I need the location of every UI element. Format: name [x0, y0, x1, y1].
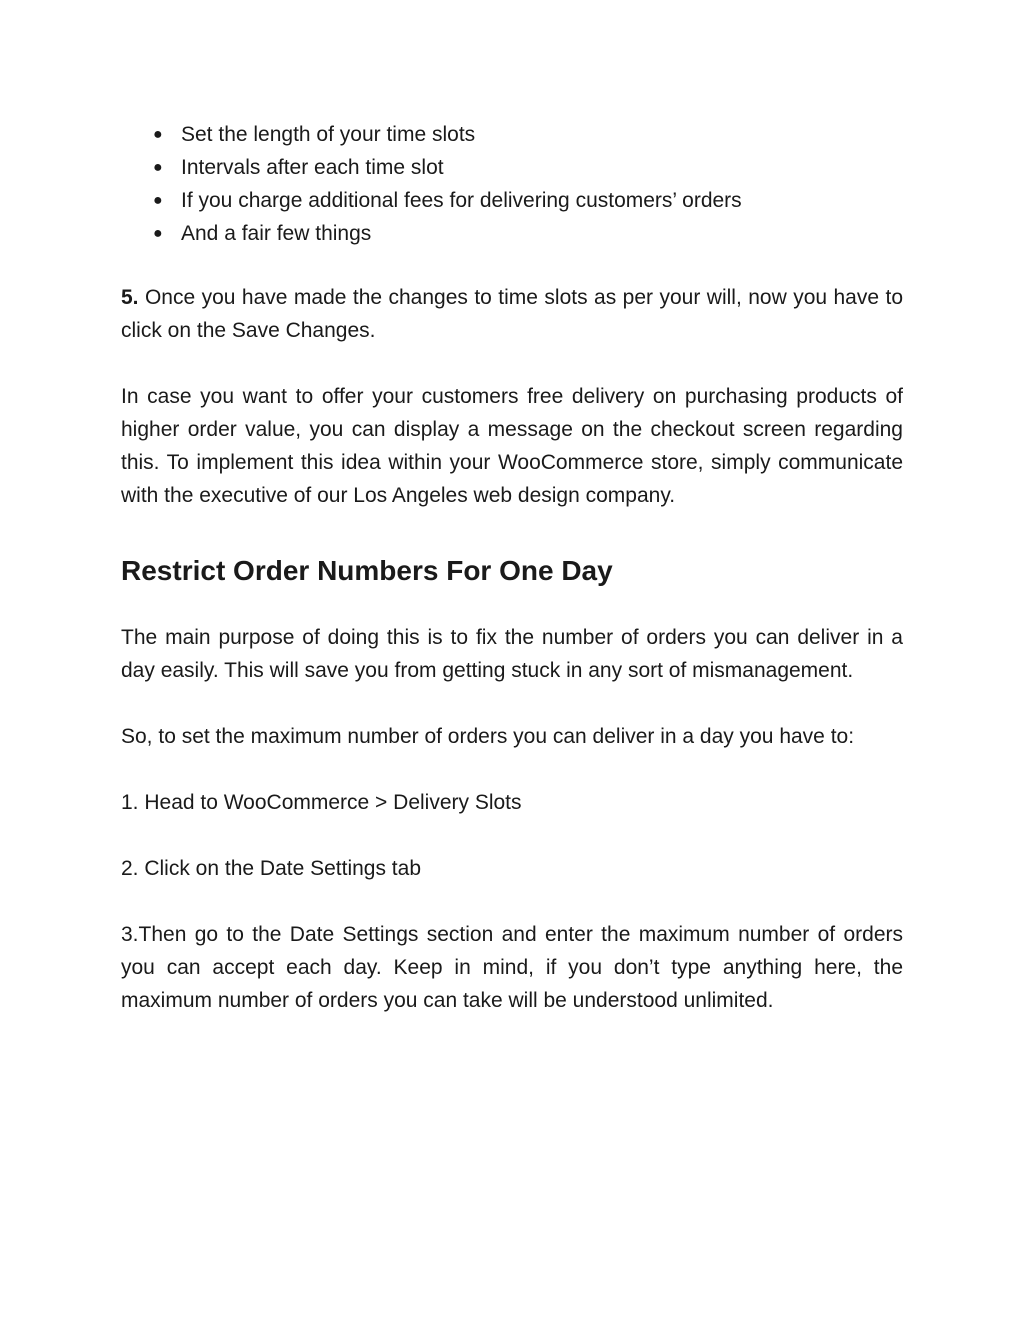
purpose-paragraph: The main purpose of doing this is to fix the number of orders you can deliver in a day easily. This will save you from getting stuck in any sort of mismanagement.: [121, 626, 903, 682]
bullet-item: [153, 217, 903, 250]
step-5-text: Once you have made the changes to time slots as per your will, now you have to click on the Save Changes.: [121, 286, 903, 342]
bullet-item: [153, 184, 903, 217]
bullet-text: Set the length of your time slots: [181, 123, 476, 146]
step-5-number: 5.: [121, 286, 139, 309]
step-2-paragraph: 2. Click on the Date Settings tab: [121, 857, 421, 880]
bullet-text: If you charge additional fees for delivering customers’ orders: [181, 189, 742, 212]
bullet-item: [153, 151, 903, 184]
section-heading: Restrict Order Numbers For One Day: [121, 555, 613, 586]
bullet-text: Intervals after each time slot: [181, 156, 444, 179]
step-1-paragraph: 1. Head to WooCommerce > Delivery Slots: [121, 791, 522, 814]
step-3-paragraph: 3.Then go to the Date Settings section and enter the maximum number of orders you can accept each day. Keep in mind, if you don’t type anything here, the maximum number of orders you can take will be understood unlimited.: [121, 923, 903, 1012]
free-delivery-paragraph: In case you want to offer your customers free delivery on purchasing products of higher order value, you can display a message on the checkout screen regarding this. To implement this idea within your WooCommerce store, simply communicate with the executive of our Los Angeles web design company.: [121, 385, 903, 507]
bullet-item: [153, 118, 903, 151]
bullet-icon: ●: [153, 225, 163, 242]
bullet-icon: ●: [153, 192, 163, 209]
bullet-list: [121, 118, 903, 250]
step-5-paragraph: [121, 281, 903, 347]
bullet-icon: ●: [153, 126, 163, 143]
bullet-text: And a fair few things: [181, 222, 372, 245]
bullet-icon: ●: [153, 159, 163, 176]
intro-steps-paragraph: So, to set the maximum number of orders you can deliver in a day you have to:: [121, 725, 855, 748]
